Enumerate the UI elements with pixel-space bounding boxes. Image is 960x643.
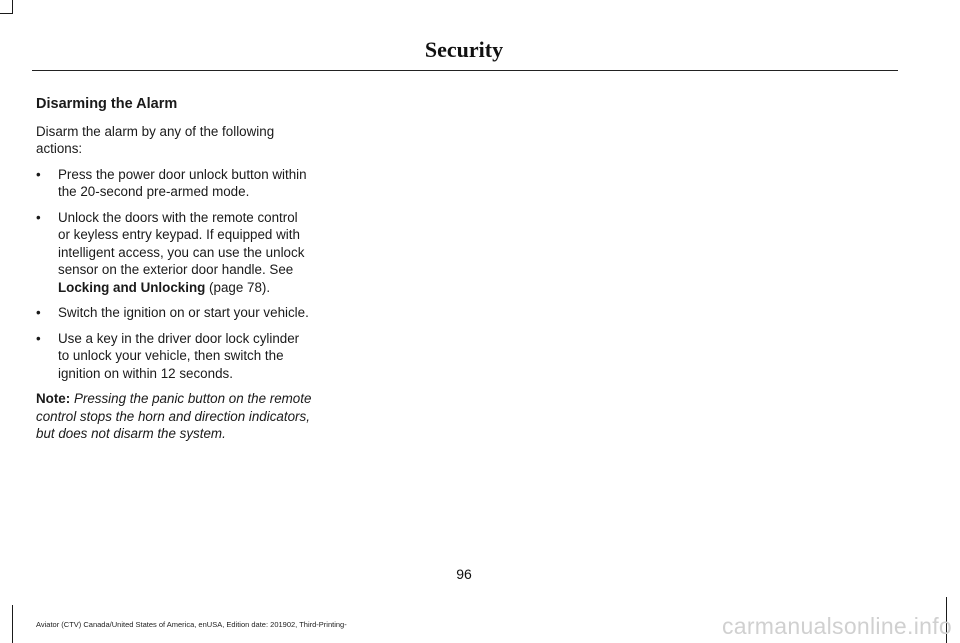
note-label: Note: [36, 391, 71, 406]
page-number: 96 [456, 566, 472, 582]
header-divider [32, 70, 898, 71]
page-header-title: Security [424, 37, 504, 62]
cross-reference-link[interactable]: Locking and Unlocking [58, 279, 206, 295]
bullet-icon: • [36, 166, 41, 182]
crop-mark-top-left-vertical [12, 0, 13, 14]
list-item [36, 304, 312, 322]
note-text: Pressing the panic button on the remote control stops the horn and direction indicators, but does not disarm the system. [36, 391, 312, 441]
intro-paragraph: Disarm the alarm by any of the following actions: [36, 123, 275, 156]
bullet-icon: • [36, 305, 41, 320]
list-item-text: Use a key in the driver door lock cylinder to unlock your vehicle, then switch the ignition on within 12 seconds. [58, 330, 300, 381]
list-item-text: Switch the ignition on or start your vehicle. [58, 305, 309, 320]
main-content [36, 96, 312, 456]
list-item [36, 209, 312, 297]
list-item [36, 330, 312, 383]
list-item-text: Press the power door unlock button within the 20-second pre-armed mode. [58, 166, 307, 199]
crop-mark-bottom-left-vertical [12, 605, 13, 643]
footer-edition-text: Aviator (CTV) Canada/United States of America, enUSA, Edition date: 201902, Third-Printing- [36, 620, 347, 629]
action-list [36, 166, 312, 383]
list-item [36, 166, 312, 201]
section-heading: Disarming the Alarm [36, 96, 178, 112]
page-reference: (page 78). [205, 279, 271, 295]
bullet-icon: • [36, 330, 41, 346]
watermark-logo-text: carmanualsonline.info [721, 613, 952, 639]
note-paragraph [36, 390, 312, 443]
crop-mark-top-left-horizontal [0, 13, 13, 14]
list-item-text: Unlock the doors with the remote control or keyless entry keypad. If equipped with intelligent access, you can use the unlock sensor on the exterior door handle. See [58, 209, 305, 277]
bullet-icon: • [36, 209, 41, 225]
